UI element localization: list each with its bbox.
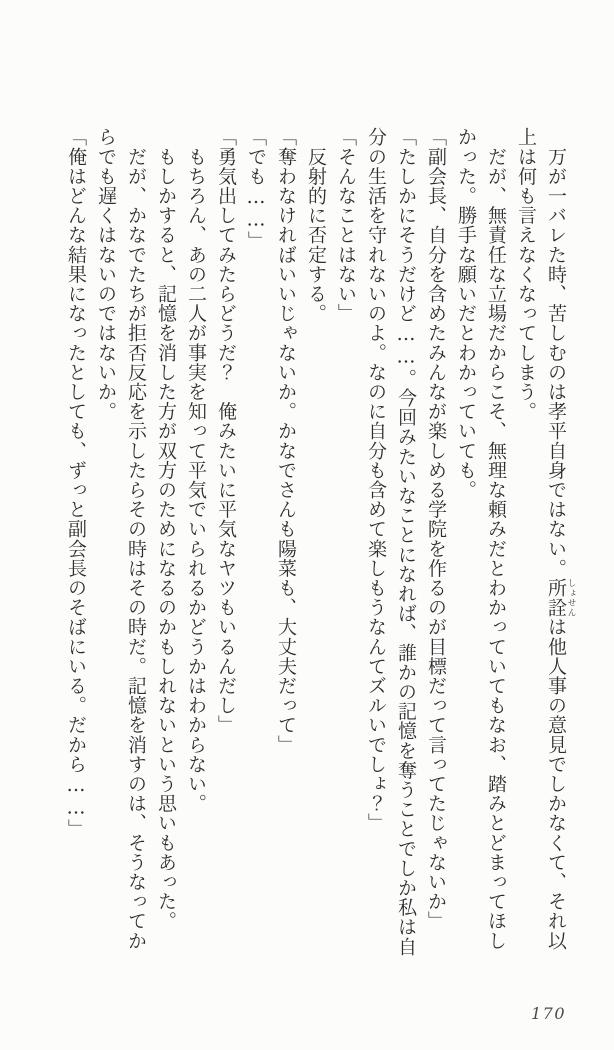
- text-line: もしかすると、記憶を消した方が双方のためになるのかもしれないという思いもあった。: [155, 146, 177, 931]
- text-line: だが、かなでたちが拒否反応を示したらその時はその時だ。記憶を消すのは、そうなってか: [125, 146, 147, 951]
- text-line: らでも遅くはないのではないか。: [95, 127, 117, 421]
- ruby-word: 所詮 しょせん: [545, 577, 576, 618]
- text-line: 「たしかにそうだけど……。今回みたいなことになれば、誰かの記憶を奪うことでしか私は自: [395, 127, 417, 957]
- text-line: 上は何も言えなくなってしまう。: [515, 127, 537, 421]
- text-line: 分の生活を守れないのよ。なのに自分も含めて楽しもうなんてズルいでしょ？」: [365, 127, 387, 833]
- text-line: 万が一バレた時、苦しむのは孝平自身ではない。所詮 しょせんは他人事の意見でしかなくて、それ以: [545, 146, 576, 951]
- text-line: 「俺はどんな結果になったとしても、ずっと副会長のそばにいる。だから……」: [65, 127, 87, 839]
- text-line: かった。勝手な願いだとわかっていても。: [455, 127, 477, 500]
- furigana: しょせん: [566, 577, 576, 618]
- text-line: もちろん、あの二人が事実を知って平気でいられるかどうかはわからない。: [185, 146, 207, 814]
- text-line: 「でも……」: [245, 127, 267, 251]
- text-line: 「そんなことはない」: [335, 127, 357, 323]
- text-line: 「奪わなければいいじゃないか。かなでさんも陽菜も、大丈夫だって」: [275, 127, 297, 755]
- text-line: 「副会長、自分を含めたみんなが楽しめる学院を作るのが目標だって言ってたじゃないか」: [425, 127, 447, 931]
- text-line: 反射的に否定する。: [305, 146, 327, 324]
- text-line: だが、無責任な立場だからこそ、無理な頼みだとわかっていてもなお、踏みとどまってほし: [485, 146, 507, 951]
- text-line: 「勇気出してみたらどうだ？ 俺みたいに平気なヤツもいるんだし」: [215, 127, 237, 735]
- page-number: 170: [531, 1004, 567, 1023]
- text-block: [61, 127, 576, 967]
